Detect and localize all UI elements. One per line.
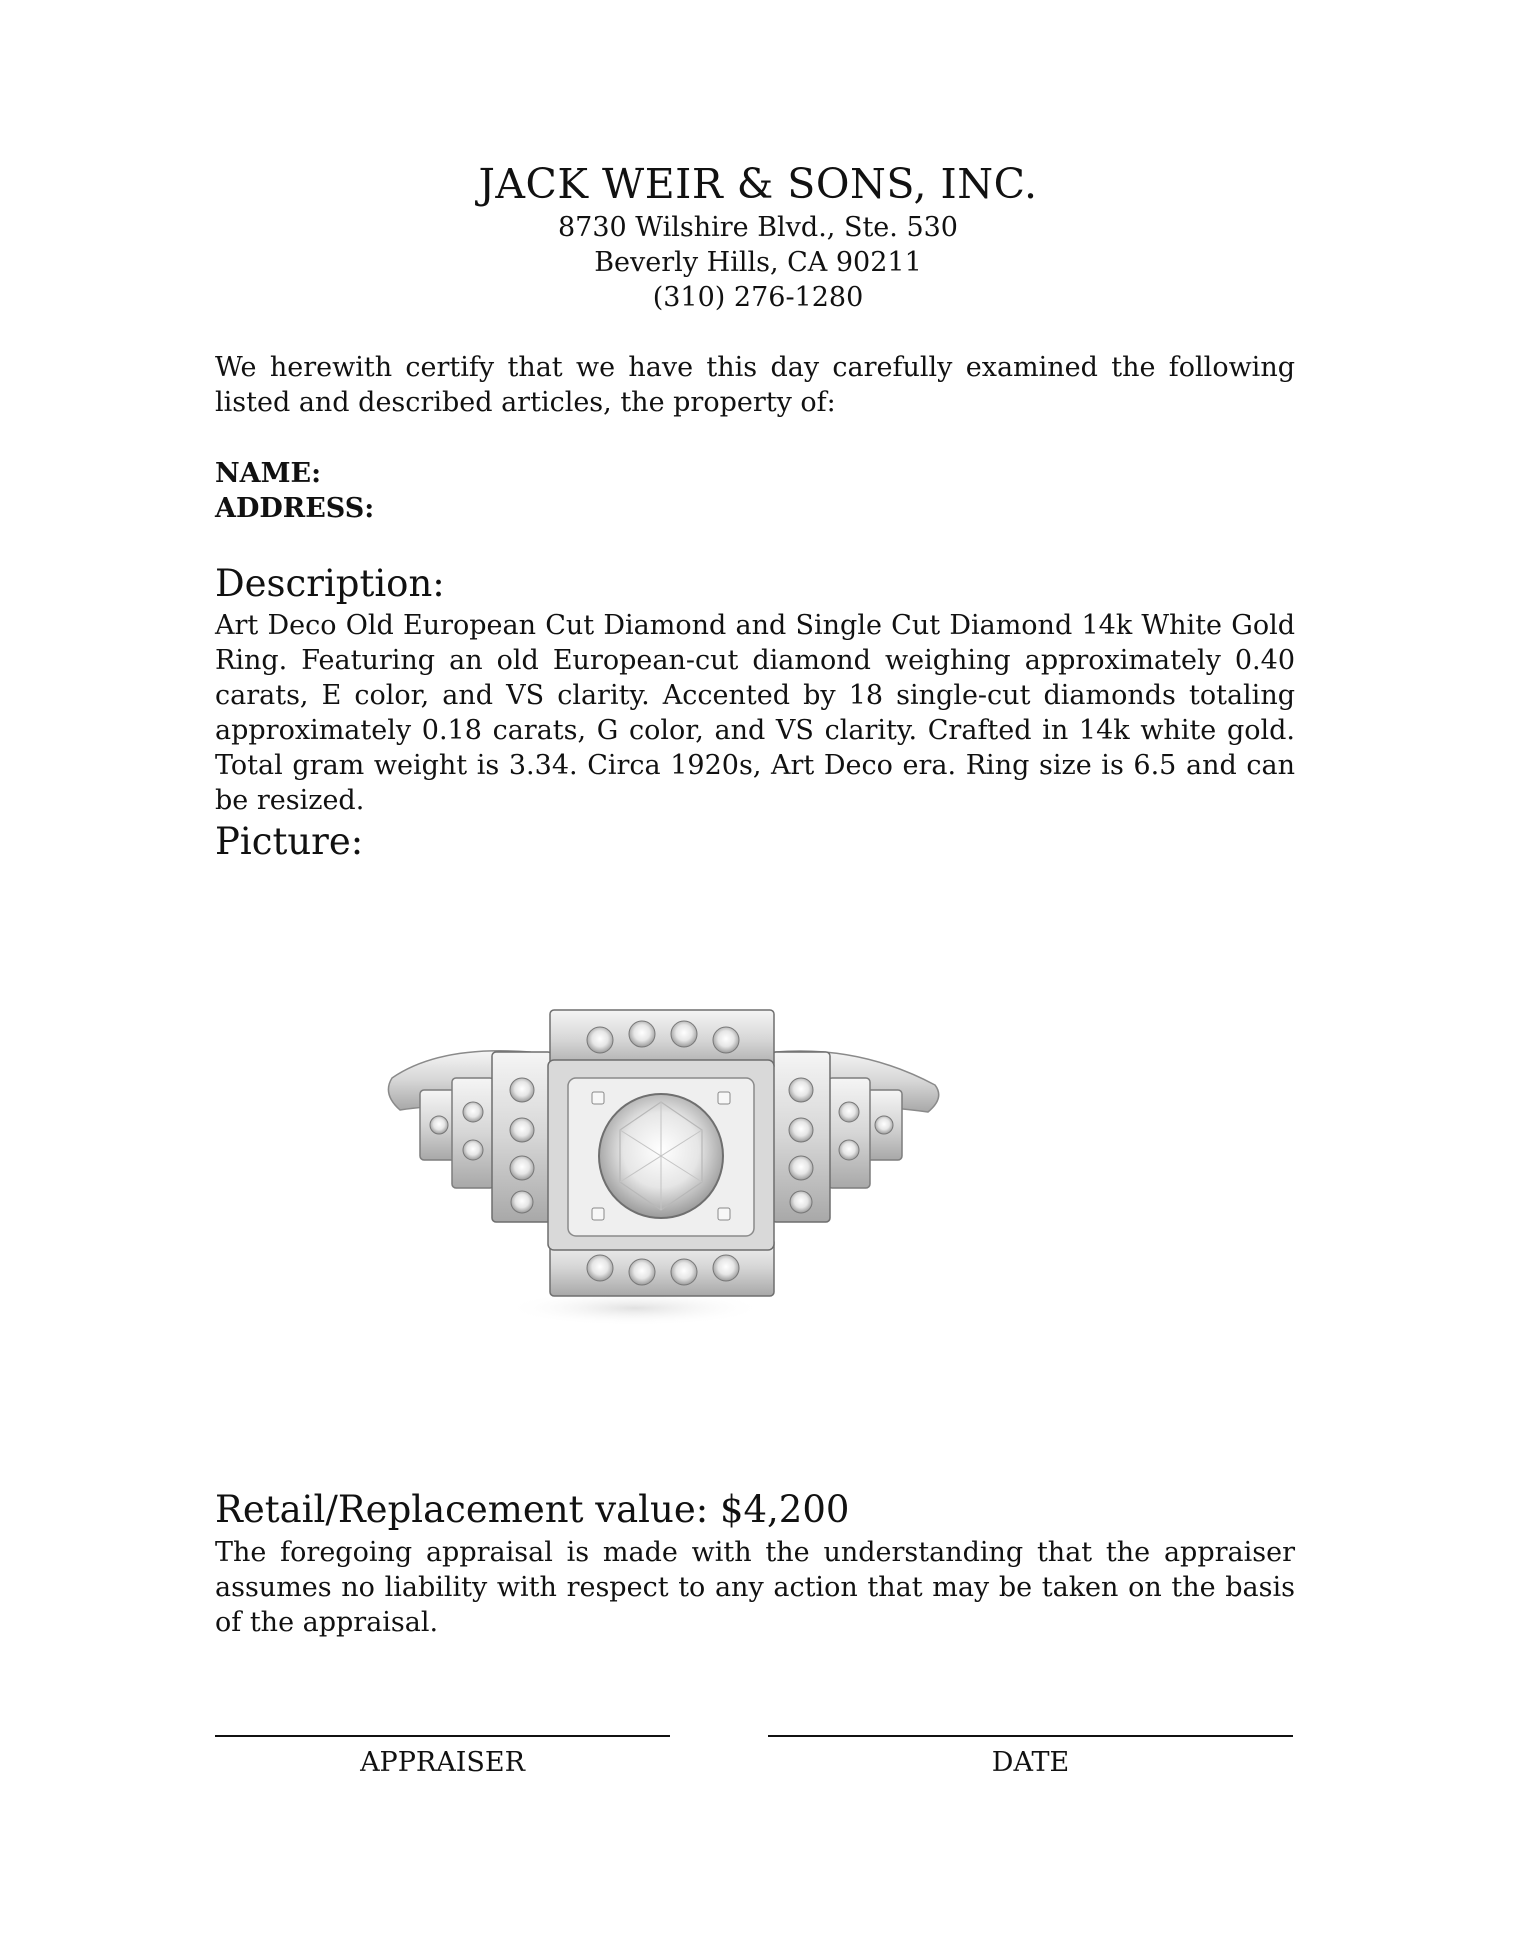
accent-diamond xyxy=(629,1259,655,1285)
tier-left-mid xyxy=(452,1078,494,1188)
prong xyxy=(592,1208,604,1220)
accent-diamond xyxy=(671,1259,697,1285)
accent-diamond xyxy=(790,1191,812,1213)
accent-diamond xyxy=(789,1078,813,1102)
value-heading: Retail/Replacement value: $4,200 xyxy=(215,1488,850,1531)
accent-diamond xyxy=(463,1102,483,1122)
address-line-1: 8730 Wilshire Blvd., Ste. 530 xyxy=(558,212,958,243)
accent-diamond xyxy=(587,1027,613,1053)
accent-diamond xyxy=(713,1027,739,1053)
ring-illustration xyxy=(380,990,960,1330)
accent-diamond xyxy=(713,1255,739,1281)
appraiser-signature-line xyxy=(215,1735,670,1737)
accent-diamond xyxy=(587,1255,613,1281)
address-label: ADDRESS: xyxy=(215,493,375,524)
appraiser-label: APPRAISER xyxy=(360,1747,525,1778)
accent-diamond xyxy=(789,1156,813,1180)
accent-diamond xyxy=(789,1118,813,1142)
accent-diamond xyxy=(875,1116,893,1134)
prong xyxy=(718,1092,730,1104)
liability-disclaimer: The foregoing appraisal is made with the understanding that the appraiser assumes no liability with respect to any action that may be taken on the basis of the appraisal. xyxy=(215,1537,1295,1638)
accent-diamond xyxy=(629,1021,655,1047)
accent-diamond xyxy=(510,1078,534,1102)
owner-fields xyxy=(215,456,374,526)
accent-diamond xyxy=(671,1021,697,1047)
description-heading: Description: xyxy=(215,562,445,605)
accent-diamond xyxy=(839,1140,859,1160)
prong xyxy=(718,1208,730,1220)
address-line-2: Beverly Hills, CA 90211 xyxy=(594,247,922,278)
accent-diamond xyxy=(511,1191,533,1213)
accent-diamond xyxy=(430,1116,448,1134)
accent-diamond xyxy=(510,1118,534,1142)
accent-diamond xyxy=(510,1156,534,1180)
certification-statement: We herewith certify that we have this day carefully examined the following listed and described articles, the property of: xyxy=(215,352,1295,418)
tier-right-mid xyxy=(828,1078,870,1188)
date-label: DATE xyxy=(991,1747,1070,1778)
accent-diamond xyxy=(839,1102,859,1122)
picture-heading: Picture: xyxy=(215,820,364,863)
accent-diamond xyxy=(463,1140,483,1160)
date-signature-line xyxy=(768,1735,1293,1737)
phone-number: (310) 276-1280 xyxy=(652,282,864,313)
prong xyxy=(592,1092,604,1104)
ring-photo xyxy=(380,990,960,1330)
letterhead xyxy=(0,158,1516,315)
company-name: JACK WEIR & SONS, INC. xyxy=(478,160,1038,208)
name-label: NAME: xyxy=(215,458,322,489)
description-text: Art Deco Old European Cut Diamond and Single Cut Diamond 14k White Gold Ring. Featuring an old European-cut diamond weighing approximately 0.40 carats, E color, and VS clarity. Accented by 18 single-cut diamonds totaling approximately 0.18 carats, G color, and VS clarity. Crafted in 14k white gold. Total gram weight is 3.34. Circa 1920s, Art Deco era. Ring size is 6.5 and can be resized. xyxy=(215,610,1295,816)
